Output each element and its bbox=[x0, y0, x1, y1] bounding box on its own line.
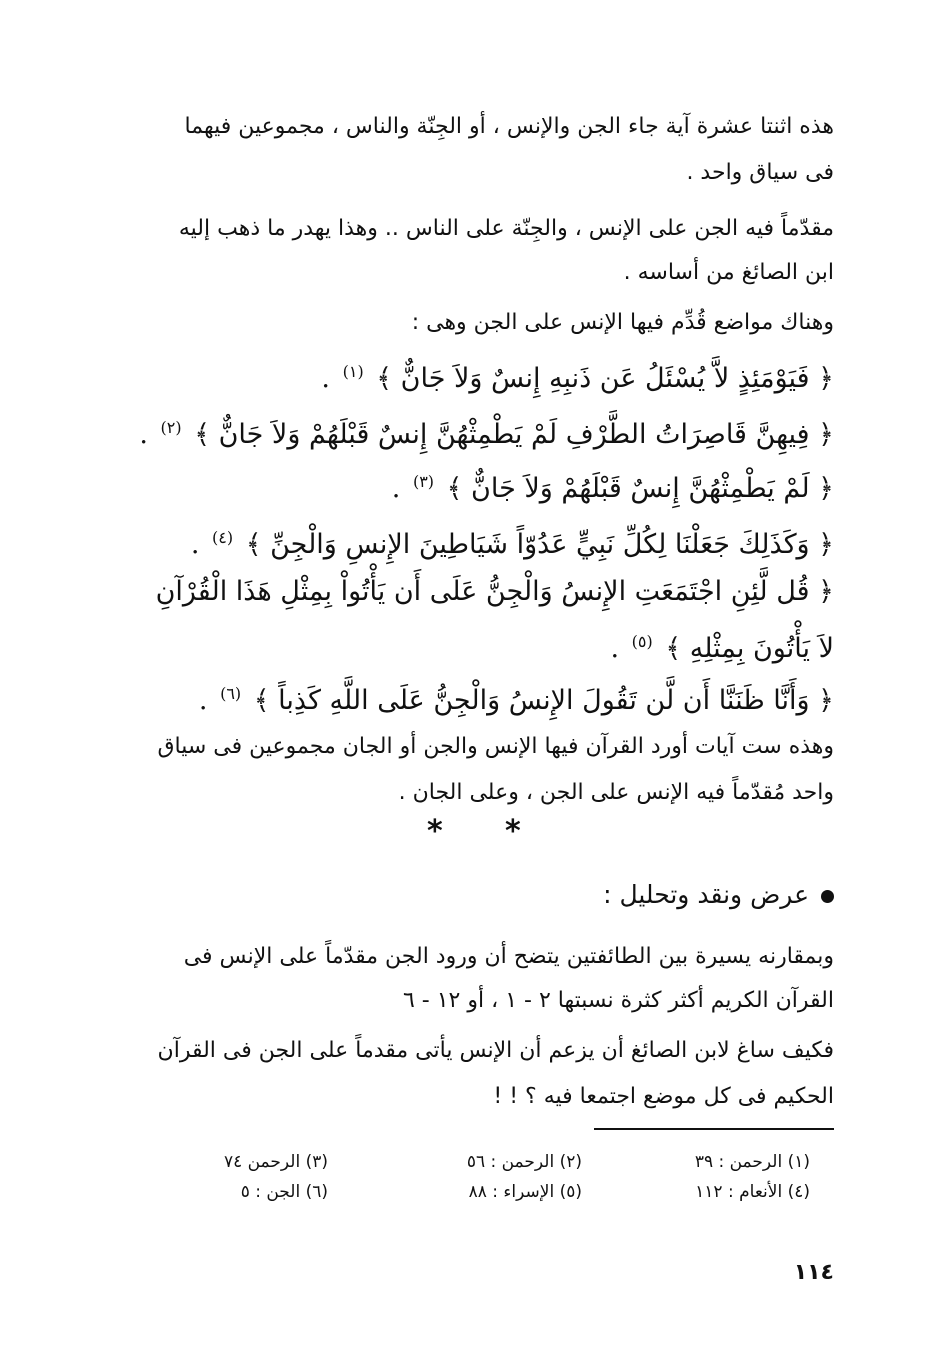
verse-2-text: ﴿ فِيهِنَّ قَاصِرَاتُ الطَّرْفِ لَمْ يَطْمِثْهُنَّ إِنسٌ قَبْلَهُمْ وَلاَ جَانٌّ ﴾ bbox=[194, 419, 834, 450]
footnote-divider bbox=[594, 1128, 834, 1130]
footnote-1: (١) الرحمن : ٣٩ bbox=[694, 1152, 810, 1172]
verse-1-end: . bbox=[321, 363, 330, 394]
analysis-paragraph-2-line-1: فكيف ساغ لابن الصائغ أن يزعم أن الإنس يأتى مقدماً على الجن فى القرآن bbox=[157, 1038, 834, 1063]
footnote-3: (٣) الرحمن ٧٤ bbox=[223, 1152, 328, 1172]
summary-line-2: واحد مُقدّماً فيه الإنس على الجن ، وعلى الجان . bbox=[398, 780, 834, 805]
section-heading bbox=[122, 872, 834, 918]
section-separator bbox=[0, 814, 926, 854]
verse-4-end: . bbox=[190, 529, 200, 560]
section-heading-text: عرض ونقد وتحليل : bbox=[603, 880, 809, 909]
paragraph-1-line-1: هذه اثنتا عشرة آية جاء الجن والإنس ، أو الجِنّة والناس ، مجموعين فيهما bbox=[184, 114, 834, 139]
footnote-6: (٦) الجن : ٥ bbox=[240, 1182, 328, 1202]
verse-6-text: ﴿ وَأَنَّا ظَنَنَّا أَن لَّن تَقُولَ الإِنسُ وَالْجِنُّ عَلَى اللَّهِ كَذِباً ﴾ bbox=[253, 685, 834, 716]
separator-star-left: * bbox=[427, 814, 443, 849]
verse-2-end: . bbox=[139, 419, 148, 450]
verse-4 bbox=[114, 512, 834, 571]
footnote-2: (٢) الرحمن : ٥٦ bbox=[466, 1152, 582, 1172]
separator-star-right: * bbox=[505, 814, 521, 849]
verse-6-end: . bbox=[198, 685, 208, 716]
verse-4-footnote-ref: (٤) bbox=[212, 528, 234, 547]
verse-5-end: . bbox=[610, 633, 620, 664]
paragraph-2-line-2: ابن الصائغ من أساسه . bbox=[623, 260, 834, 285]
verse-4-text: ﴿ وَكَذَلِكَ جَعَلْنَا لِكُلِّ نَبِيٍّ عَدُوّاً شَيَاطِينَ الإِنسِ وَالْجِنِّ ﴾ bbox=[245, 529, 834, 560]
verse-3-text: ﴿ لَمْ يَطْمِثْهُنَّ إِنسٌ قَبْلَهُمْ وَلاَ جَانٌّ ﴾ bbox=[446, 473, 834, 504]
verse-5-footnote-ref: (٥) bbox=[631, 632, 653, 651]
verse-3 bbox=[114, 456, 834, 515]
paragraph-1-line-2: فى سياق واحد . bbox=[686, 160, 834, 185]
verse-1-footnote-ref: (١) bbox=[342, 362, 364, 381]
analysis-paragraph-1-line-2: القرآن الكريم أكثر كثرة نسبتها ٢ - ١ ، أو ١٢ - ٦ bbox=[402, 988, 834, 1013]
verse-6-footnote-ref: (٦) bbox=[220, 684, 242, 703]
footnote-4: (٤) الأنعام : ١١٢ bbox=[695, 1182, 810, 1202]
verse-2 bbox=[114, 402, 834, 461]
verse-5-text-line-2: لاَ يَأْتُونَ بِمِثْلِهِ ﴾ bbox=[665, 633, 834, 664]
verse-1 bbox=[114, 346, 834, 405]
verse-6 bbox=[114, 668, 834, 727]
verse-2-footnote-ref: (٢) bbox=[160, 418, 182, 437]
analysis-paragraph-2-line-2: الحكيم فى كل موضع اجتمعا فيه ؟ ! ! bbox=[493, 1084, 834, 1109]
verse-5-line-1 bbox=[114, 566, 834, 618]
page-number: ١١٤ bbox=[793, 1260, 834, 1285]
analysis-paragraph-1-line-1: وبمقارنه يسيرة بين الطائفتين يتضح أن ورود الجن مقدّماً على الإنس فى bbox=[183, 944, 834, 969]
verse-1-text: ﴿ فَيَوْمَئِذٍ لاَّ يُسْئَلُ عَن ذَنبِهِ إِنسٌ وَلاَ جَانٌّ ﴾ bbox=[376, 363, 834, 394]
verse-5-line-2 bbox=[114, 616, 834, 675]
footnote-5: (٥) الإسراء : ٨٨ bbox=[468, 1182, 582, 1202]
paragraph-2-line-1: مقدّماً فيه الجن على الإنس ، والجِنّة على الناس .. وهذا يهدر ما ذهب إليه bbox=[178, 216, 834, 241]
paragraph-3: وهناك مواضع قُدِّم فيها الإنس على الجن وهى : bbox=[411, 310, 834, 335]
verse-3-footnote-ref: (٣) bbox=[412, 472, 435, 491]
verse-5-text-line-1: ﴿ قُل لَّئِنِ اجْتَمَعَتِ الإِنسُ وَالْجِنُّ عَلَى أَن يَأْتُواْ بِمِثْلِ هَذَا الْقُرْآنِ bbox=[155, 576, 834, 607]
summary-line-1: وهذه ست آيات أورد القرآن فيها الإنس والجن أو الجان مجموعين فى سياق bbox=[157, 734, 834, 759]
verse-3-end: . bbox=[391, 473, 401, 504]
bullet-icon bbox=[821, 890, 834, 903]
